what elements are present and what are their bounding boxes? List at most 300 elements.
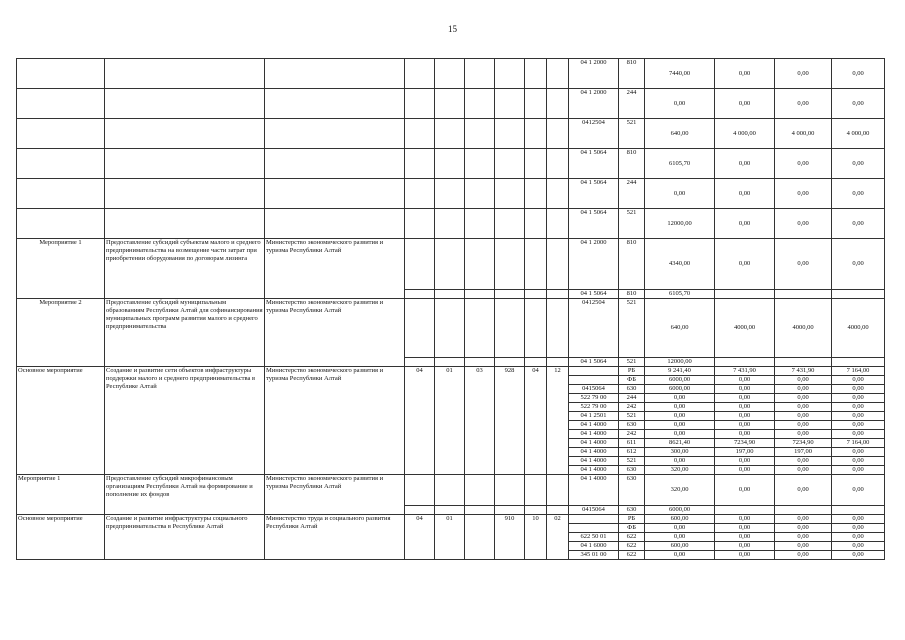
value-cell: 0,00 <box>715 179 775 209</box>
value-cell <box>775 506 832 515</box>
value-cell: 0,00 <box>775 403 832 412</box>
value-cell: 0,00 <box>715 385 775 394</box>
expense-type-cell: 630 <box>619 385 645 394</box>
value-cell: 0,00 <box>832 421 885 430</box>
empty-cell <box>17 89 105 119</box>
value-cell: 0,00 <box>715 542 775 551</box>
value-cell: 0,00 <box>832 448 885 457</box>
value-cell: 0,00 <box>832 412 885 421</box>
value-cell: 7 431,90 <box>775 367 832 376</box>
value-cell: 0,00 <box>645 179 715 209</box>
empty-cell <box>525 506 547 515</box>
table-row <box>17 59 885 89</box>
value-cell: 0,00 <box>715 515 775 524</box>
empty-cell <box>495 290 525 299</box>
kbk-code-cell: 0412504 <box>569 299 619 358</box>
kbk-code-cell <box>569 524 619 533</box>
kbk-code-cell: 04 1 4000 <box>569 448 619 457</box>
kbk-code-cell: 04 1 4000 <box>569 430 619 439</box>
empty-cell <box>495 179 525 209</box>
value-cell: 7234,90 <box>715 439 775 448</box>
value-cell: 640,00 <box>645 119 715 149</box>
expense-type-cell: 521 <box>619 119 645 149</box>
value-cell: 0,00 <box>715 430 775 439</box>
measure-name-cell: Предоставление субсидий субъектам малого и среднего предпринимательства на возмещение части затрат при приобретении оборудования по договорам лизинга <box>105 239 265 299</box>
empty-cell <box>405 358 435 367</box>
expense-type-cell: 810 <box>619 59 645 89</box>
empty-cell <box>105 89 265 119</box>
kbk-code-cell: 0415064 <box>569 385 619 394</box>
empty-cell <box>547 299 569 358</box>
value-cell: 0,00 <box>775 394 832 403</box>
kbk-code-cell: 345 01 00 <box>569 551 619 560</box>
value-cell: 0,00 <box>715 421 775 430</box>
value-cell: 0,00 <box>832 533 885 542</box>
value-cell: 4000,00 <box>832 299 885 358</box>
kbk-code-cell: 522 79 00 <box>569 403 619 412</box>
value-cell: 0,00 <box>775 385 832 394</box>
budget-code-cell: 01 <box>435 367 465 475</box>
value-cell: 0,00 <box>775 524 832 533</box>
empty-cell <box>435 59 465 89</box>
empty-cell <box>405 290 435 299</box>
empty-cell <box>17 209 105 239</box>
empty-cell <box>547 209 569 239</box>
value-cell: 0,00 <box>645 533 715 542</box>
value-cell: 0,00 <box>775 239 832 290</box>
empty-cell <box>435 119 465 149</box>
kbk-code-cell: 04 1 2501 <box>569 412 619 421</box>
empty-cell <box>265 89 405 119</box>
empty-cell <box>405 209 435 239</box>
value-cell: 0,00 <box>832 89 885 119</box>
table-row <box>17 89 885 119</box>
kbk-code-cell: 04 1 4000 <box>569 475 619 506</box>
value-cell: 0,00 <box>715 524 775 533</box>
value-cell: 0,00 <box>775 209 832 239</box>
empty-cell <box>405 179 435 209</box>
expense-type-cell: 244 <box>619 89 645 119</box>
empty-cell <box>265 179 405 209</box>
value-cell: 0,00 <box>832 475 885 506</box>
expense-type-cell: 521 <box>619 209 645 239</box>
empty-cell <box>465 290 495 299</box>
empty-cell <box>495 89 525 119</box>
value-cell <box>775 290 832 299</box>
kbk-code-cell: 04 1 4000 <box>569 466 619 475</box>
value-cell: 6000,00 <box>645 376 715 385</box>
expense-type-cell: РБ <box>619 515 645 524</box>
empty-cell <box>265 119 405 149</box>
empty-cell <box>547 290 569 299</box>
value-cell: 0,00 <box>832 403 885 412</box>
value-cell: 0,00 <box>832 376 885 385</box>
empty-cell <box>495 506 525 515</box>
empty-cell <box>525 358 547 367</box>
empty-cell <box>525 239 547 290</box>
budget-table <box>16 58 885 560</box>
expense-type-cell: 622 <box>619 533 645 542</box>
value-cell: 0,00 <box>775 59 832 89</box>
empty-cell <box>435 89 465 119</box>
budget-code-cell: 04 <box>525 367 547 475</box>
value-cell: 0,00 <box>832 209 885 239</box>
value-cell: 0,00 <box>715 551 775 560</box>
empty-cell <box>465 89 495 119</box>
value-cell: 4000,00 <box>775 299 832 358</box>
empty-cell <box>465 299 495 358</box>
empty-cell <box>495 299 525 358</box>
value-cell: 0,00 <box>645 412 715 421</box>
value-cell: 0,00 <box>715 394 775 403</box>
value-cell: 197,00 <box>775 448 832 457</box>
value-cell: 0,00 <box>832 542 885 551</box>
empty-cell <box>465 179 495 209</box>
expense-type-cell: 611 <box>619 439 645 448</box>
empty-cell <box>105 179 265 209</box>
value-cell <box>832 358 885 367</box>
value-cell: 0,00 <box>645 524 715 533</box>
kbk-code-cell: 522 79 00 <box>569 394 619 403</box>
kbk-code-cell: 04 1 5064 <box>569 290 619 299</box>
value-cell: 0,00 <box>775 89 832 119</box>
empty-cell <box>495 59 525 89</box>
value-cell: 0,00 <box>775 533 832 542</box>
measure-executor-cell: Министерство экономического развития и туризма Республики Алтай <box>265 475 405 515</box>
value-cell: 300,00 <box>645 448 715 457</box>
expense-type-cell: 622 <box>619 542 645 551</box>
value-cell: 4340,00 <box>645 239 715 290</box>
value-cell: 6000,00 <box>645 385 715 394</box>
value-cell: 0,00 <box>715 457 775 466</box>
empty-cell <box>405 89 435 119</box>
budget-code-cell: 10 <box>525 515 547 560</box>
value-cell: 0,00 <box>715 533 775 542</box>
value-cell: 600,00 <box>645 515 715 524</box>
value-cell: 600,00 <box>645 542 715 551</box>
value-cell: 0,00 <box>645 457 715 466</box>
empty-cell <box>105 59 265 89</box>
value-cell: 4 000,00 <box>832 119 885 149</box>
value-cell: 7440,00 <box>645 59 715 89</box>
empty-cell <box>405 506 435 515</box>
value-cell: 0,00 <box>775 412 832 421</box>
value-cell: 0,00 <box>645 421 715 430</box>
value-cell: 640,00 <box>645 299 715 358</box>
budget-code-cell: 04 <box>405 515 435 560</box>
value-cell: 0,00 <box>832 466 885 475</box>
value-cell: 0,00 <box>715 149 775 179</box>
empty-cell <box>465 239 495 290</box>
value-cell: 0,00 <box>832 239 885 290</box>
value-cell: 0,00 <box>645 394 715 403</box>
empty-cell <box>435 506 465 515</box>
kbk-code-cell: 04 1 5064 <box>569 179 619 209</box>
empty-cell <box>265 209 405 239</box>
value-cell <box>715 506 775 515</box>
empty-cell <box>265 59 405 89</box>
expense-type-cell: 810 <box>619 290 645 299</box>
value-cell: 0,00 <box>715 89 775 119</box>
budget-code-cell: 02 <box>547 515 569 560</box>
kbk-code-cell <box>569 367 619 376</box>
expense-type-cell: 630 <box>619 475 645 506</box>
value-cell: 0,00 <box>775 515 832 524</box>
value-cell <box>715 290 775 299</box>
value-cell: 8621,40 <box>645 439 715 448</box>
value-cell <box>775 358 832 367</box>
expense-type-cell: 630 <box>619 421 645 430</box>
empty-cell <box>495 358 525 367</box>
empty-cell <box>525 149 547 179</box>
empty-cell <box>465 358 495 367</box>
expense-type-cell: 630 <box>619 506 645 515</box>
empty-cell <box>547 239 569 290</box>
budget-code-cell: 03 <box>465 367 495 475</box>
kbk-code-cell: 04 1 5064 <box>569 209 619 239</box>
budget-code-cell: 01 <box>435 515 465 560</box>
budget-code-cell: 910 <box>495 515 525 560</box>
value-cell: 320,00 <box>645 466 715 475</box>
value-cell: 7 431,90 <box>715 367 775 376</box>
empty-cell <box>525 119 547 149</box>
value-cell: 0,00 <box>775 421 832 430</box>
empty-cell <box>435 149 465 179</box>
budget-code-cell <box>465 515 495 560</box>
value-cell: 0,00 <box>775 551 832 560</box>
value-cell: 0,00 <box>775 149 832 179</box>
measure-name-cell: Предоставление субсидий микрофинансовым организациям Республики Алтай на формирование и пополнение их фондов <box>105 475 265 515</box>
empty-cell <box>495 475 525 506</box>
kbk-code-cell: 04 1 2000 <box>569 89 619 119</box>
value-cell <box>832 506 885 515</box>
empty-cell <box>405 475 435 506</box>
kbk-code-cell <box>569 515 619 524</box>
kbk-code-cell: 04 1 4000 <box>569 421 619 430</box>
empty-cell <box>435 209 465 239</box>
empty-cell <box>105 149 265 179</box>
empty-cell <box>105 209 265 239</box>
value-cell: 0,00 <box>715 466 775 475</box>
empty-cell <box>17 149 105 179</box>
value-cell <box>832 290 885 299</box>
measure-executor-cell: Министерство экономического развития и туризма Республики Алтай <box>265 239 405 299</box>
value-cell: 0,00 <box>775 475 832 506</box>
kbk-code-cell: 04 1 2000 <box>569 239 619 290</box>
kbk-code-cell: 04 1 6000 <box>569 542 619 551</box>
value-cell: 7234,90 <box>775 439 832 448</box>
kbk-code-cell: 0415064 <box>569 506 619 515</box>
value-cell: 0,00 <box>715 209 775 239</box>
expense-type-cell: 244 <box>619 179 645 209</box>
empty-cell <box>525 89 547 119</box>
expense-type-cell: ФБ <box>619 524 645 533</box>
empty-cell <box>525 59 547 89</box>
value-cell: 0,00 <box>832 179 885 209</box>
value-cell: 0,00 <box>645 403 715 412</box>
empty-cell <box>547 119 569 149</box>
main-measure-name-cell: Создание и развитие инфраструктуры социального предпринимательства в Республике Алтай <box>105 515 265 560</box>
main-measure-name-cell: Создание и развитие сети объектов инфраструктуры поддержки малого и среднего предпринимательства в Республике Алтай <box>105 367 265 475</box>
kbk-code-cell <box>569 376 619 385</box>
expense-type-cell: 630 <box>619 466 645 475</box>
kbk-code-cell: 04 1 2000 <box>569 59 619 89</box>
expense-type-cell: 622 <box>619 551 645 560</box>
expense-type-cell: ФБ <box>619 376 645 385</box>
value-cell: 0,00 <box>775 466 832 475</box>
measure-name-cell: Предоставление субсидий муниципальным образованиям Республики Алтай для софинансирования муниципальных программ развития малого и среднего предпринимательства <box>105 299 265 367</box>
value-cell: 0,00 <box>832 394 885 403</box>
empty-cell <box>547 89 569 119</box>
value-cell: 0,00 <box>715 403 775 412</box>
value-cell: 12000,00 <box>645 358 715 367</box>
kbk-code-cell: 622 50 01 <box>569 533 619 542</box>
table-row <box>17 179 885 209</box>
empty-cell <box>547 179 569 209</box>
table-row <box>17 209 885 239</box>
empty-cell <box>105 119 265 149</box>
value-cell: 4 000,00 <box>715 119 775 149</box>
value-cell: 12000,00 <box>645 209 715 239</box>
value-cell: 7 164,00 <box>832 439 885 448</box>
budget-code-cell: 12 <box>547 367 569 475</box>
value-cell: 0,00 <box>832 149 885 179</box>
value-cell: 320,00 <box>645 475 715 506</box>
value-cell: 0,00 <box>832 551 885 560</box>
value-cell: 0,00 <box>832 385 885 394</box>
empty-cell <box>265 149 405 179</box>
value-cell: 7 164,00 <box>832 367 885 376</box>
table-row <box>17 239 885 290</box>
empty-cell <box>405 149 435 179</box>
empty-cell <box>525 299 547 358</box>
value-cell: 0,00 <box>775 430 832 439</box>
table-row <box>17 475 885 506</box>
empty-cell <box>435 239 465 290</box>
empty-cell <box>435 290 465 299</box>
empty-cell <box>495 119 525 149</box>
empty-cell <box>435 475 465 506</box>
measure-executor-cell: Министерство экономического развития и туризма Республики Алтай <box>265 299 405 367</box>
value-cell: 0,00 <box>775 457 832 466</box>
value-cell: 0,00 <box>715 376 775 385</box>
table-row <box>17 299 885 358</box>
value-cell: 0,00 <box>775 376 832 385</box>
value-cell: 6000,00 <box>645 506 715 515</box>
value-cell: 0,00 <box>645 89 715 119</box>
budget-code-cell: 04 <box>405 367 435 475</box>
expense-type-cell: 521 <box>619 299 645 358</box>
empty-cell <box>465 209 495 239</box>
value-cell: 6105,70 <box>645 290 715 299</box>
value-cell: 6105,70 <box>645 149 715 179</box>
main-measure-executor-cell: Министерство экономического развития и туризма Республики Алтай <box>265 367 405 475</box>
value-cell: 0,00 <box>832 457 885 466</box>
value-cell: 0,00 <box>715 475 775 506</box>
empty-cell <box>525 209 547 239</box>
value-cell <box>715 358 775 367</box>
main-measure-status-cell: Основное мероприятие <box>17 515 105 560</box>
budget-code-cell: 928 <box>495 367 525 475</box>
empty-cell <box>405 119 435 149</box>
expense-type-cell: 242 <box>619 430 645 439</box>
value-cell: 0,00 <box>832 515 885 524</box>
empty-cell <box>525 290 547 299</box>
empty-cell <box>547 358 569 367</box>
empty-cell <box>465 475 495 506</box>
empty-cell <box>465 149 495 179</box>
kbk-code-cell: 04 1 4000 <box>569 439 619 448</box>
expense-type-cell: 244 <box>619 394 645 403</box>
measure-status-cell: Мероприятие 2 <box>17 299 105 367</box>
empty-cell <box>525 179 547 209</box>
measure-status-cell: Мероприятие 1 <box>17 475 105 515</box>
empty-cell <box>17 179 105 209</box>
value-cell: 0,00 <box>715 59 775 89</box>
empty-cell <box>435 358 465 367</box>
empty-cell <box>405 239 435 290</box>
empty-cell <box>547 149 569 179</box>
main-measure-status-cell: Основное мероприятие <box>17 367 105 475</box>
value-cell: 0,00 <box>715 412 775 421</box>
main-measure-executor-cell: Министерство труда и социального развития Республики Алтай <box>265 515 405 560</box>
empty-cell <box>405 299 435 358</box>
kbk-code-cell: 04 1 5064 <box>569 149 619 179</box>
table-row <box>17 367 885 376</box>
expense-type-cell: 521 <box>619 457 645 466</box>
value-cell: 0,00 <box>832 59 885 89</box>
value-cell: 0,00 <box>715 239 775 290</box>
value-cell: 9 241,40 <box>645 367 715 376</box>
expense-type-cell: РБ <box>619 367 645 376</box>
empty-cell <box>465 59 495 89</box>
kbk-code-cell: 04 1 4000 <box>569 457 619 466</box>
empty-cell <box>17 59 105 89</box>
empty-cell <box>17 119 105 149</box>
value-cell: 0,00 <box>645 430 715 439</box>
expense-type-cell: 521 <box>619 358 645 367</box>
value-cell: 0,00 <box>645 551 715 560</box>
kbk-code-cell: 0412504 <box>569 119 619 149</box>
value-cell: 197,00 <box>715 448 775 457</box>
empty-cell <box>525 475 547 506</box>
value-cell: 4000,00 <box>715 299 775 358</box>
expense-type-cell: 521 <box>619 412 645 421</box>
measure-status-cell: Мероприятие 1 <box>17 239 105 299</box>
page-number: 15 <box>448 24 457 34</box>
expense-type-cell: 810 <box>619 239 645 290</box>
empty-cell <box>465 506 495 515</box>
empty-cell <box>435 179 465 209</box>
value-cell: 0,00 <box>832 430 885 439</box>
table-row <box>17 515 885 524</box>
value-cell: 0,00 <box>832 524 885 533</box>
table-row <box>17 119 885 149</box>
kbk-code-cell: 04 1 5064 <box>569 358 619 367</box>
empty-cell <box>495 149 525 179</box>
empty-cell <box>547 59 569 89</box>
empty-cell <box>547 506 569 515</box>
expense-type-cell: 242 <box>619 403 645 412</box>
expense-type-cell: 612 <box>619 448 645 457</box>
value-cell: 0,00 <box>775 542 832 551</box>
empty-cell <box>495 209 525 239</box>
empty-cell <box>405 59 435 89</box>
value-cell: 4 000,00 <box>775 119 832 149</box>
empty-cell <box>435 299 465 358</box>
table-row <box>17 149 885 179</box>
empty-cell <box>495 239 525 290</box>
